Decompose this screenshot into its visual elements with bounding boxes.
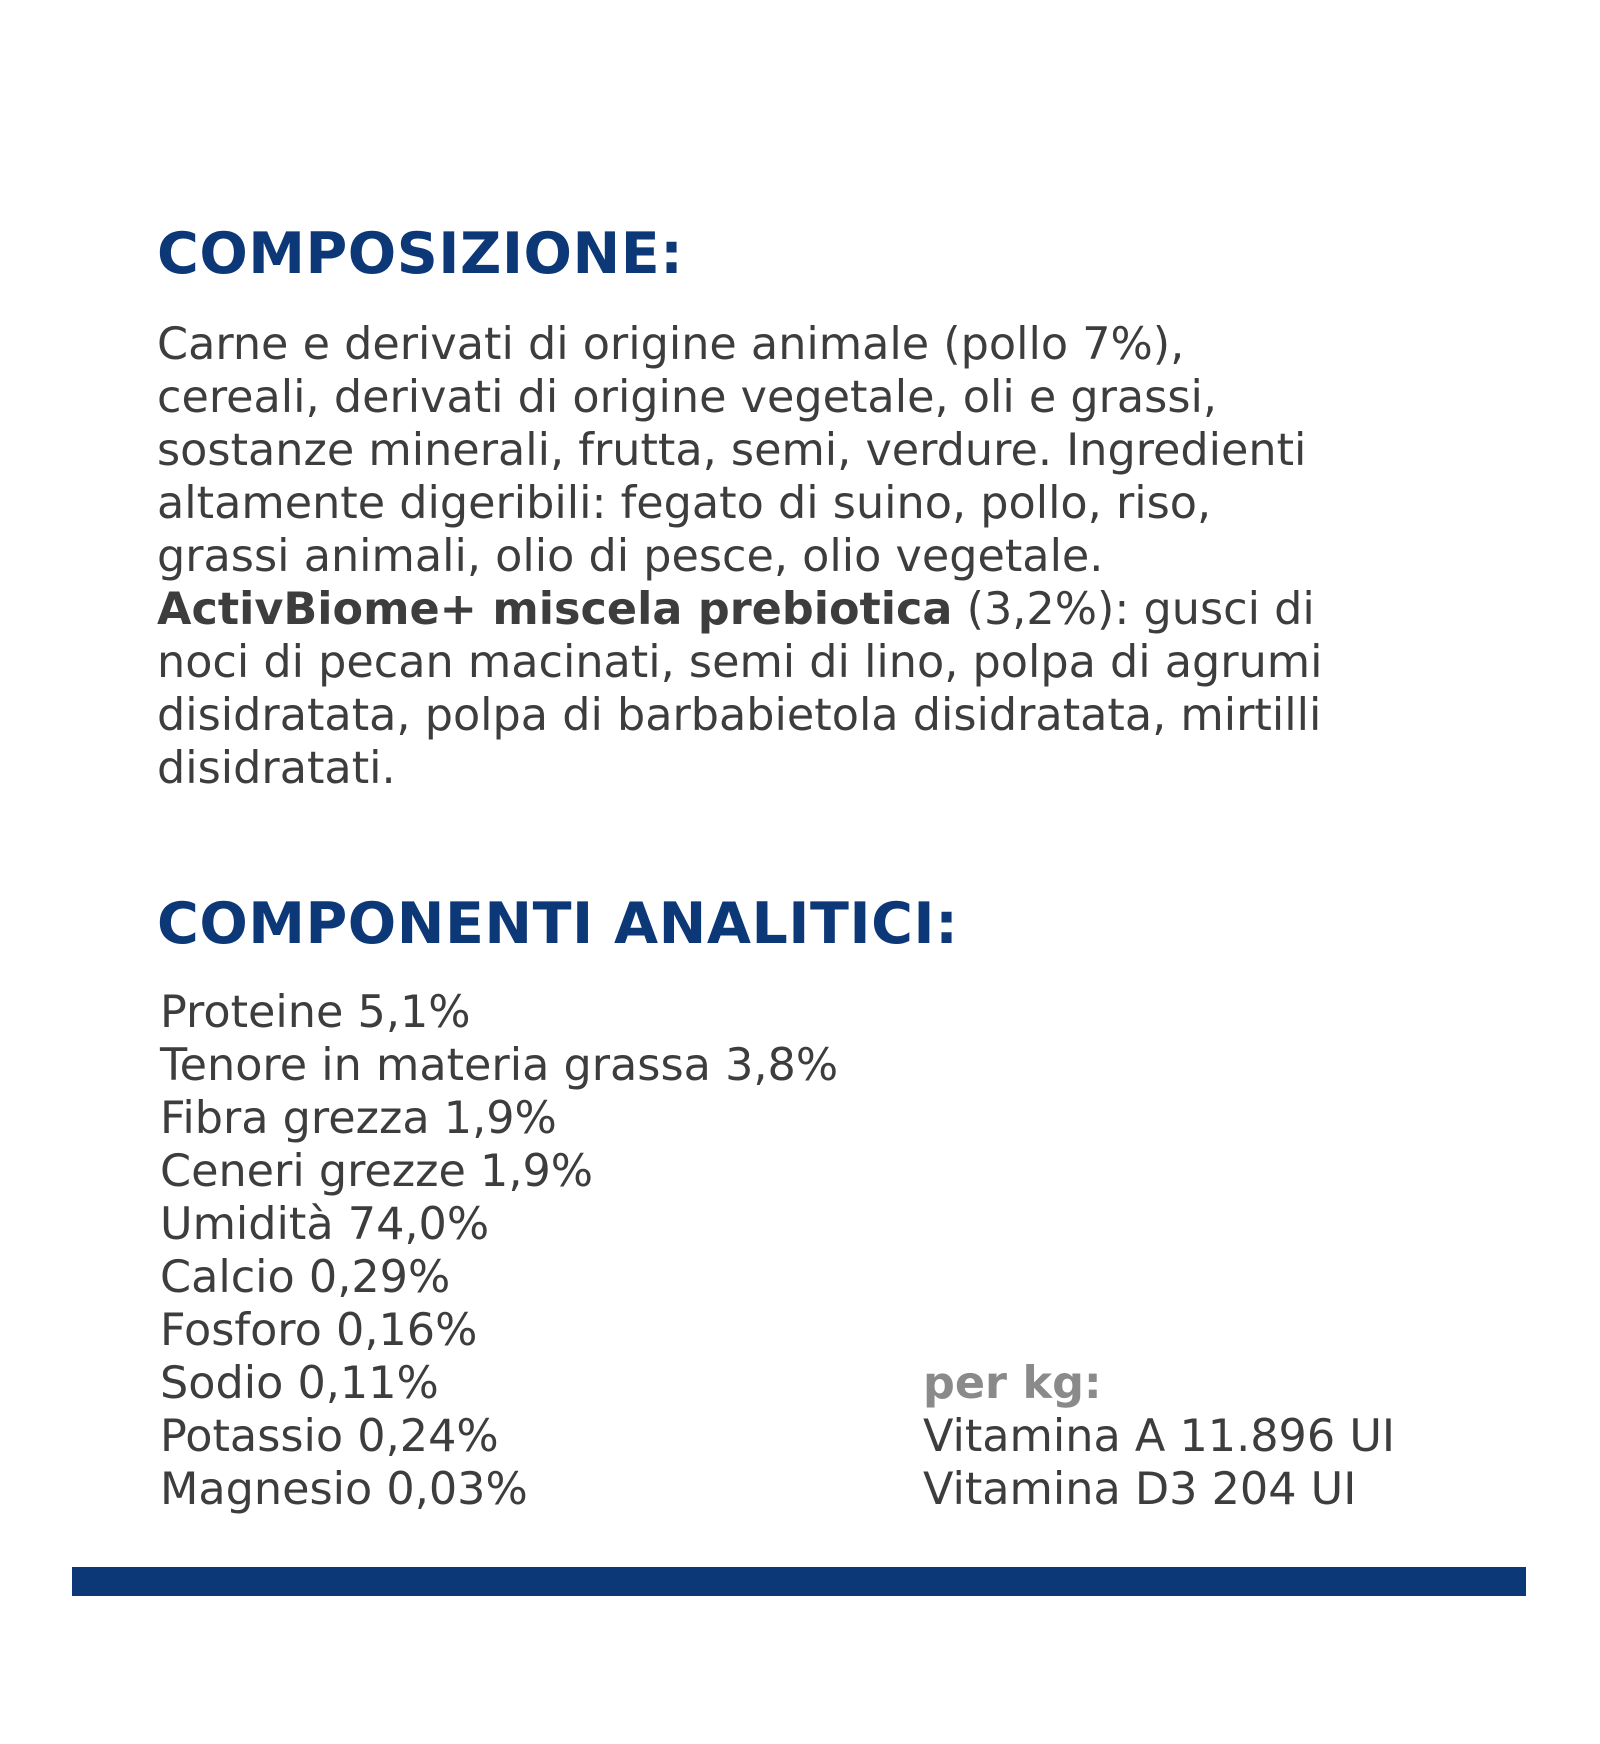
analytic-item: Umidità 74,0%	[160, 1199, 490, 1250]
composition-heading: COMPOSIZIONE:	[157, 221, 684, 287]
composition-line: cereali, derivati di origine vegetale, oli e grassi,	[157, 372, 1218, 423]
analytics-heading: COMPONENTI ANALITICI:	[157, 891, 959, 957]
composition-line: Carne e derivati di origine animale (pollo 7%),	[157, 319, 1185, 370]
analytic-item: Sodio 0,11%	[160, 1358, 439, 1409]
composition-line: altamente digeribili: fegato di suino, pollo, riso,	[157, 478, 1212, 529]
analytics-list	[160, 986, 838, 1516]
composition-text	[157, 318, 1467, 795]
analytic-item: Fosforo 0,16%	[160, 1305, 478, 1356]
composition-line: grassi animali, olio di pesce, olio vegetale.	[157, 531, 1104, 582]
analytic-item: Proteine 5,1%	[160, 987, 471, 1038]
composition-line: noci di pecan macinati, semi di lino, polpa di agrumi	[157, 637, 1323, 688]
prebiotic-line	[157, 583, 1467, 636]
bottom-divider-bar	[72, 1567, 1526, 1596]
analytic-item: Calcio 0,29%	[160, 1252, 451, 1303]
analytic-item: Ceneri grezze 1,9%	[160, 1146, 594, 1197]
per-kg-label: per kg:	[923, 1358, 1102, 1409]
vitamin-item: Vitamina D3 204 UI	[923, 1464, 1357, 1515]
analytic-item: Magnesio 0,03%	[160, 1464, 528, 1515]
prebiotic-detail: (3,2%): gusci di	[952, 584, 1315, 635]
per-kg-block	[923, 1357, 1395, 1516]
analytic-item: Fibra grezza 1,9%	[160, 1093, 557, 1144]
composition-line: disidratati.	[157, 743, 396, 794]
analytic-item: Potassio 0,24%	[160, 1411, 499, 1462]
composition-line: disidratata, polpa di barbabietola disidratata, mirtilli	[157, 690, 1322, 741]
analytic-item: Tenore in materia grassa 3,8%	[160, 1040, 839, 1091]
prebiotic-name: ActivBiome+ miscela prebiotica	[157, 584, 953, 635]
vitamin-item: Vitamina A 11.896 UI	[923, 1411, 1396, 1462]
composition-line: sostanze minerali, frutta, semi, verdure. Ingredienti	[157, 425, 1307, 476]
